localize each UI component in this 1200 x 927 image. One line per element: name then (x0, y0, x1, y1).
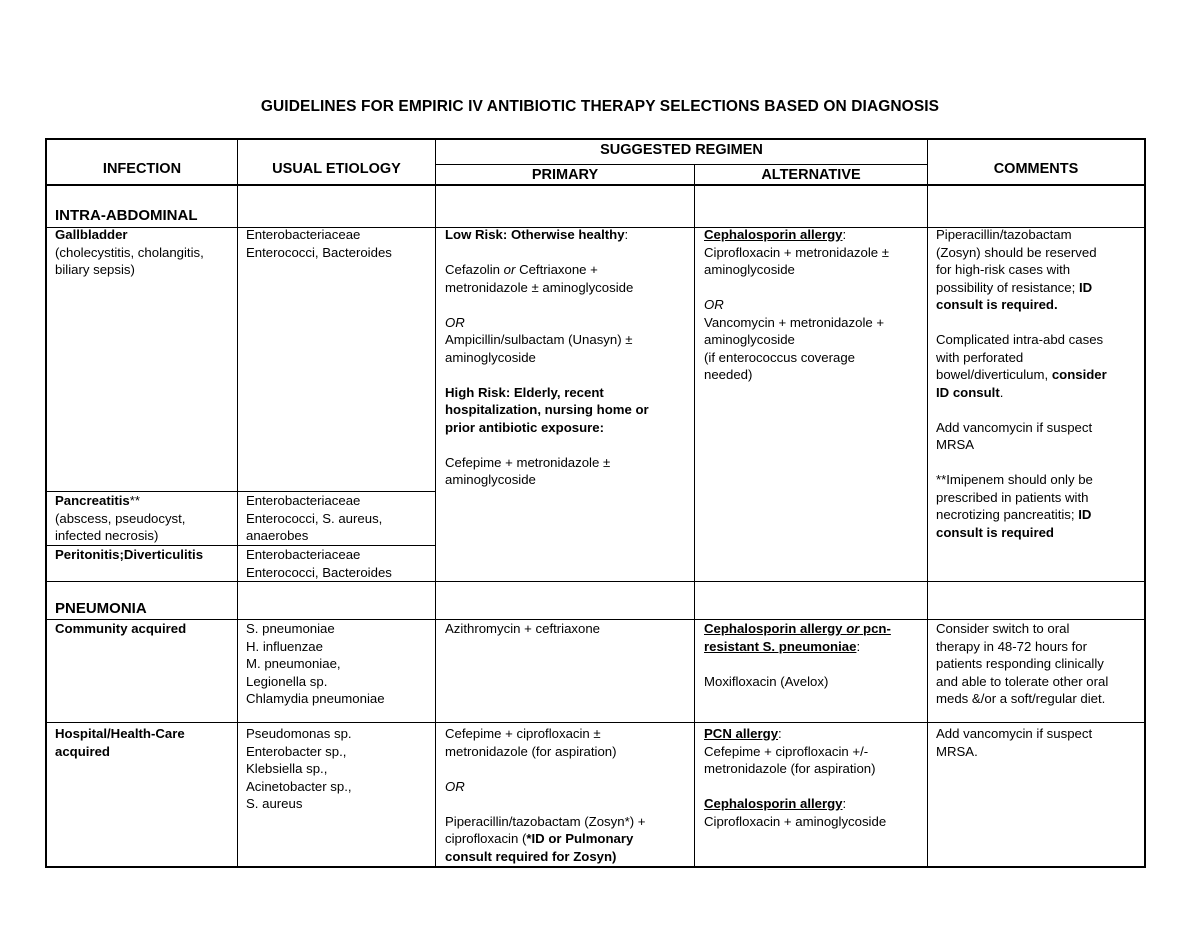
etiology-pancreatitis (246, 492, 382, 545)
header-infection: INFECTION (102, 161, 182, 177)
drug-line: Moxifloxacin (Avelox) (704, 673, 829, 689)
allergy-label: pcn- (863, 621, 891, 636)
low-risk-label: Low Risk: Otherwise healthy (445, 227, 625, 242)
infection-pancreatitis (55, 492, 185, 545)
allergy-label: resistant S. pneumoniae (704, 638, 857, 654)
hospital-alternative-regimen (704, 725, 886, 830)
drug-line: metronidazole (for aspiration) (704, 761, 876, 776)
infection-desc: biliary sepsis) (55, 262, 135, 277)
etiology-line: Enterobacteriaceae (246, 547, 361, 562)
etiology-line: S. pneumoniae (246, 621, 335, 636)
etiology-community-acquired (246, 620, 385, 708)
infection-name: Pancreatitis (55, 493, 130, 508)
header-comments: COMMENTS (993, 161, 1079, 177)
header-primary: PRIMARY (531, 167, 599, 183)
comment-line: MRSA. (936, 743, 978, 759)
allergy-label: Cephalosporin allergy (704, 621, 843, 636)
infection-gallbladder (55, 226, 204, 279)
comment-line: Complicated intra-abd cases (936, 332, 1104, 347)
drug-line: (if enterococcus coverage (704, 349, 855, 365)
infection-desc: infected necrosis) (55, 528, 159, 543)
infection-desc: (abscess, pseudocyst, (55, 510, 186, 526)
drug-line: Vancomycin + metronidazole + (704, 314, 885, 330)
or-text: or (846, 621, 860, 636)
etiology-line: Chlamydia pneumoniae (246, 691, 385, 706)
comment-line: **Imipenem should only be (936, 472, 1093, 487)
drug-line: aminoglycoside (704, 332, 795, 347)
drug-line: aminoglycoside (704, 262, 795, 277)
comment-line: and able to tolerate other oral (936, 673, 1109, 689)
colon: : (856, 638, 861, 654)
high-risk-label: prior antibiotic exposure: (445, 419, 605, 435)
comment-text: necrotizing pancreatitis; (936, 507, 1075, 522)
drug-line: Azithromycin + ceftriaxone (445, 621, 601, 636)
drug-line: metronidazole (for aspiration) (445, 743, 617, 759)
infection-name: acquired (55, 743, 110, 759)
etiology-line: Enterococci, Bacteroides (246, 244, 392, 260)
header-etiology: USUAL ETIOLOGY (272, 161, 401, 177)
intra-comments (936, 226, 1107, 541)
etiology-line: Pseudomonas sp. (246, 726, 352, 741)
high-risk-label: hospitalization, nursing home or (445, 402, 649, 417)
comment-line: MRSA (936, 437, 975, 452)
drug-line: Ampicillin/sulbactam (Unasyn) ± (445, 332, 633, 347)
header-alternative: ALTERNATIVE (761, 167, 861, 183)
infection-peritonitis (55, 546, 203, 564)
community-alternative-regimen (704, 620, 891, 690)
infection-name: Gallbladder (55, 227, 128, 242)
comment-line: Piperacillin/tazobactam (936, 227, 1072, 242)
infection-name: Peritonitis;Diverticulitis (55, 547, 204, 562)
etiology-line: M. pneumoniae, (246, 656, 341, 671)
allergy-label: PCN allergy (704, 726, 779, 741)
section-intra-abdominal: INTRA-ABDOMINAL (55, 207, 198, 224)
comment-emphasis: ID (1078, 507, 1092, 522)
high-risk-label: High Risk: Elderly, recent (445, 384, 604, 400)
drug-line: Cefepime + metronidazole ± (445, 454, 611, 470)
comment-line: meds &/or a soft/regular diet. (936, 691, 1106, 706)
drug-line: metronidazole ± aminoglycoside (445, 279, 634, 295)
hospital-primary-regimen (445, 725, 645, 865)
header-suggested-regimen: SUGGESTED REGIMEN (600, 142, 763, 158)
drug-line: Cefepime + ciprofloxacin +/- (704, 743, 869, 759)
page-title: GUIDELINES FOR EMPIRIC IV ANTIBIOTIC THERAPY SELECTIONS BASED ON DIAGNOSIS (260, 98, 940, 115)
intra-primary-regimen (445, 226, 649, 489)
colon: : (624, 227, 629, 242)
comment-text: bowel/diverticulum, (936, 367, 1049, 382)
community-primary-regimen (445, 620, 600, 638)
comment-line: with perforated (936, 349, 1024, 365)
etiology-line: Enterobacteriaceae (246, 493, 361, 508)
drug-line: ciprofloxacin ( (445, 831, 527, 846)
comment-emphasis: consult is required. (936, 297, 1058, 312)
infection-desc: (cholecystitis, cholangitis, (55, 244, 204, 260)
intra-alternative-regimen (704, 226, 889, 384)
drug-line: Ciprofloxacin + aminoglycoside (704, 813, 887, 829)
comment-emphasis: consider (1051, 367, 1107, 382)
infection-name: Community acquired (55, 621, 187, 636)
etiology-line: Enterococci, Bacteroides (246, 564, 392, 580)
or-text: OR (704, 297, 724, 312)
colon: : (842, 227, 847, 242)
drug-line: aminoglycoside (445, 349, 536, 365)
drug-line: needed) (704, 367, 753, 382)
etiology-line: Klebsiella sp., (246, 761, 328, 776)
etiology-line: Legionella sp. (246, 673, 328, 689)
etiology-line: S. aureus (246, 796, 303, 811)
community-comments (936, 620, 1108, 708)
consult-note: *ID or Pulmonary (526, 831, 634, 846)
comment-line: (Zosyn) should be reserved (936, 244, 1097, 260)
etiology-line: Acinetobacter sp., (246, 778, 352, 794)
comment-line: prescribed in patients with (936, 489, 1089, 505)
etiology-hospital-acquired (246, 725, 352, 813)
comment-line: Consider switch to oral (936, 621, 1070, 636)
footnote-marker: ** (129, 493, 141, 508)
hospital-comments (936, 725, 1092, 760)
drug-line: Cefepime + ciprofloxacin ± (445, 726, 601, 741)
comment-emphasis: ID (1078, 279, 1093, 295)
comment-emphasis: ID consult (936, 384, 1000, 400)
allergy-label: Cephalosporin allergy (704, 796, 843, 811)
etiology-line: Enterococci, S. aureus, (246, 510, 383, 526)
drug-line: Piperacillin/tazobactam (Zosyn*) + (445, 813, 646, 829)
infection-name: Hospital/Health-Care (55, 726, 185, 741)
etiology-line: Enterobacteriaceae (246, 227, 361, 242)
or-text: OR (445, 778, 465, 794)
section-pneumonia: PNEUMONIA (55, 600, 147, 617)
comment-line: Add vancomycin if suspect (936, 726, 1093, 741)
comment-text: possibility of resistance; (936, 279, 1076, 295)
etiology-peritonitis (246, 546, 392, 581)
or-text: or (503, 262, 516, 277)
colon: : (778, 726, 782, 741)
drug: Cefazolin (445, 262, 500, 277)
infection-hospital-acquired (55, 725, 185, 760)
drug-line: aminoglycoside (445, 472, 536, 487)
consult-note: consult required for Zosyn) (445, 848, 617, 864)
comment-text: . (999, 384, 1004, 400)
comment-line: therapy in 48-72 hours for (936, 638, 1088, 654)
drug-line: Ciprofloxacin + metronidazole ± (704, 244, 889, 260)
comment-line: Add vancomycin if suspect (936, 419, 1093, 435)
or-text: OR (445, 314, 465, 330)
infection-community-acquired (55, 620, 186, 638)
etiology-line: H. influenzae (246, 638, 323, 654)
allergy-label: Cephalosporin allergy (704, 227, 843, 242)
etiology-gallbladder (246, 226, 392, 261)
comment-emphasis: consult is required (936, 524, 1054, 540)
colon: : (842, 796, 847, 811)
etiology-line: anaerobes (246, 528, 309, 543)
drug: Ceftriaxone + (519, 262, 598, 277)
etiology-line: Enterobacter sp., (246, 743, 347, 759)
comment-line: for high-risk cases with (936, 262, 1071, 277)
comment-line: patients responding clinically (936, 656, 1104, 671)
